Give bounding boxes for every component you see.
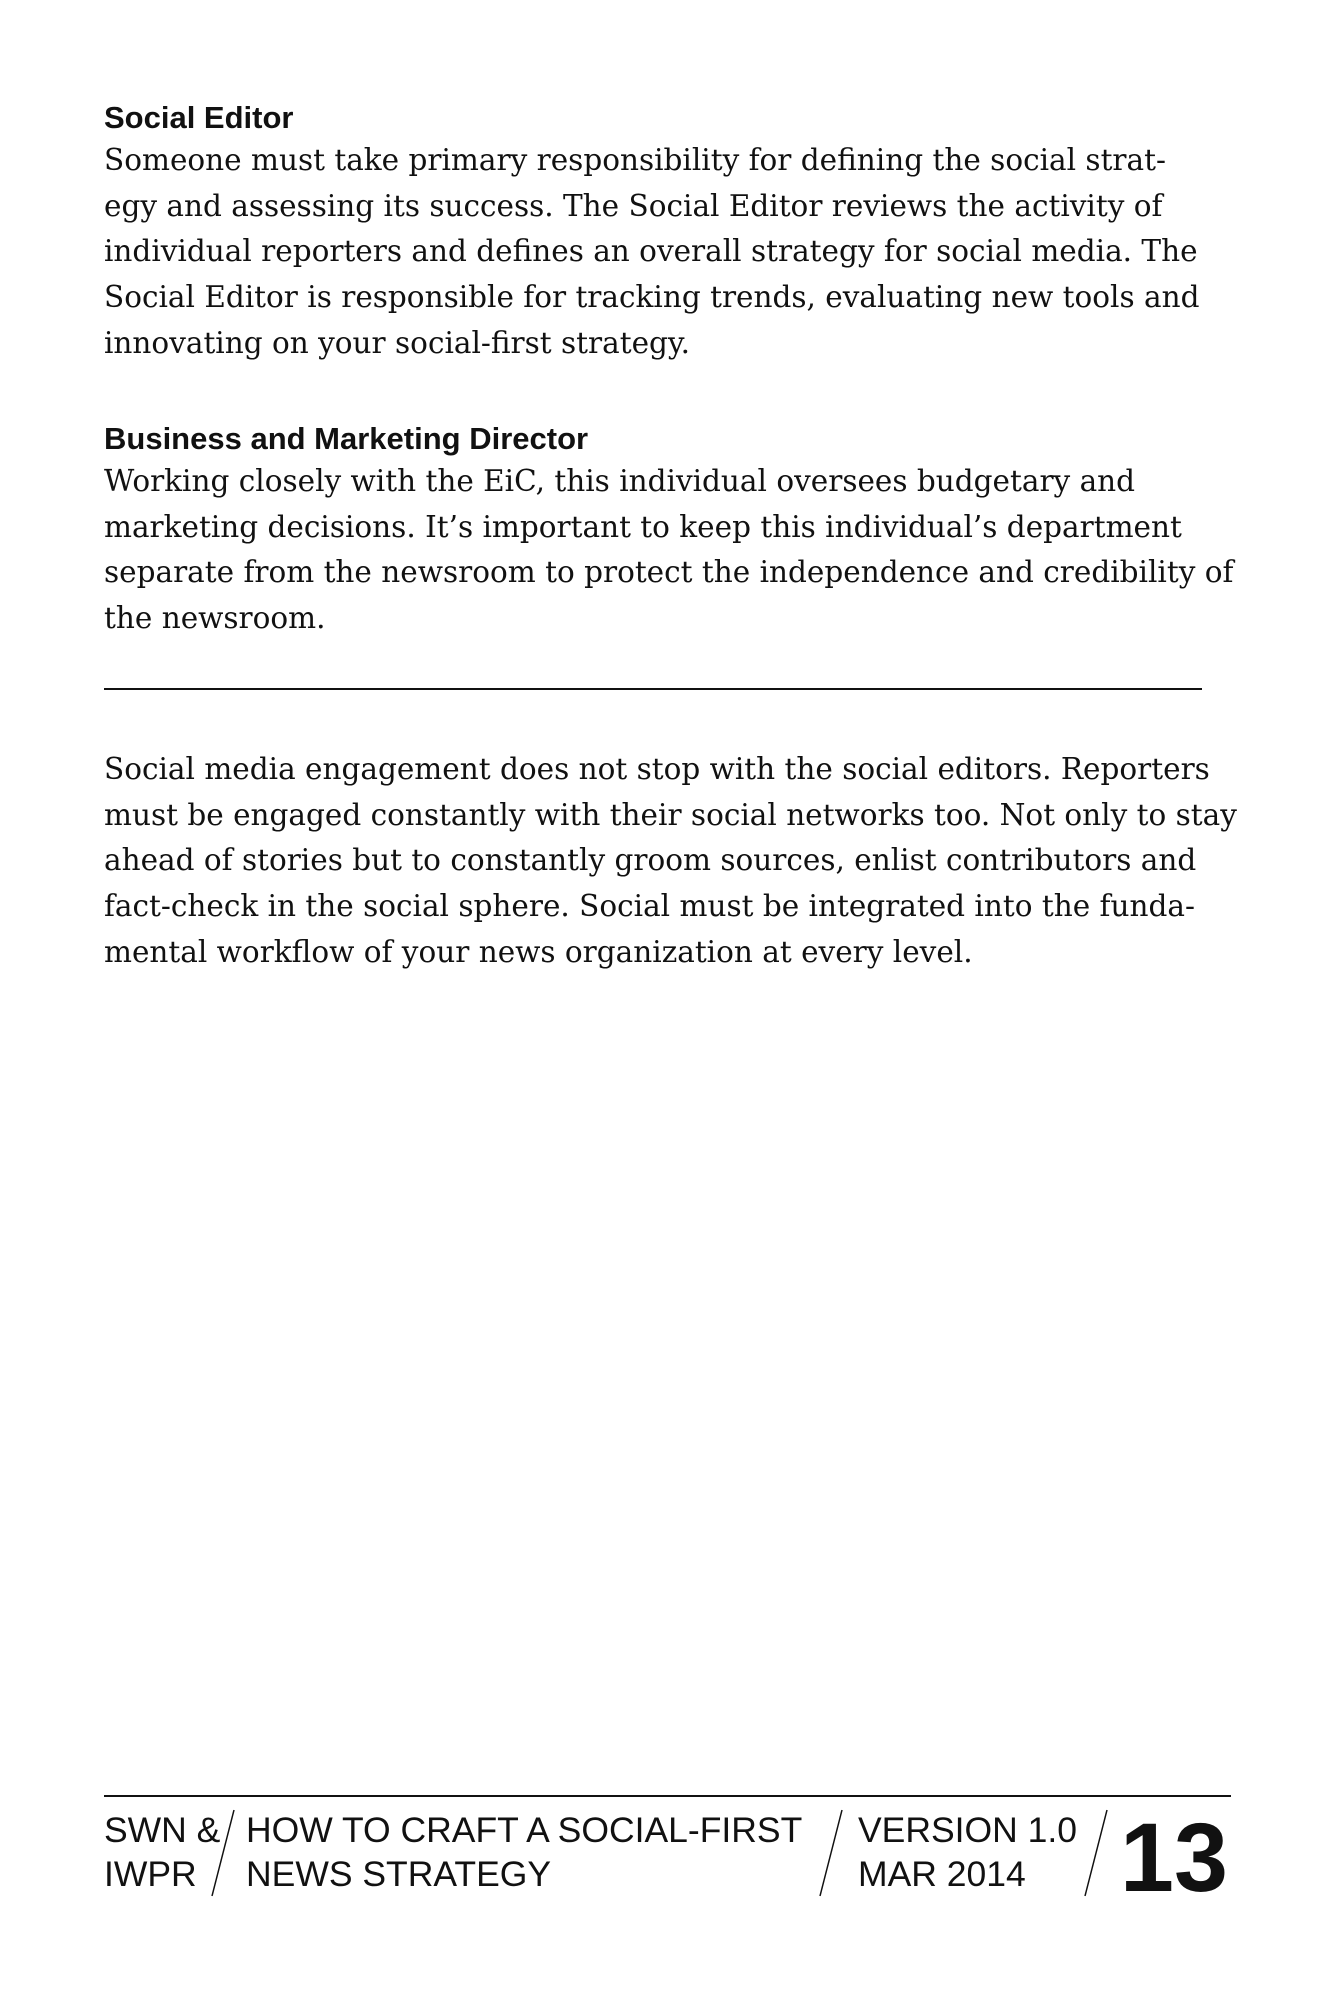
body-line: separate from the newsroom to protect the independence and credibility of [104, 555, 1234, 590]
body-line: Working closely with the EiC, this individual oversees budgetary and [104, 464, 1136, 498]
body-line: mental workflow of your news organization at every level. [104, 934, 973, 969]
body-line: Social media engagement does not stop with the social editors. Reporters [104, 752, 1210, 786]
page-number: 13 [1120, 1803, 1228, 1912]
closing-paragraph [104, 747, 1237, 976]
body-line: individual reporters and defines an overall strategy for social media. The [104, 234, 1198, 269]
footer-title-line-1: HOW TO CRAFT A SOCIAL-FIRST [246, 1810, 803, 1850]
footer-slash-divider [1083, 1808, 1109, 1898]
body-line: Someone must take primary responsibility for defining the social strat- [104, 143, 1166, 177]
body-line: must be engaged constantly with their social networks too. Not only to stay [104, 797, 1237, 832]
section-divider [104, 688, 1202, 690]
section-social-editor [104, 98, 1234, 367]
body-line: marketing decisions. It’s important to keep this individual’s department [104, 509, 1182, 544]
footer-divider [104, 1795, 1231, 1797]
section-heading: Social Editor [104, 100, 294, 135]
section-business-marketing-director [104, 419, 1234, 642]
footer-org-line-2: IWPR [104, 1854, 197, 1894]
footer-version-line-2: MAR 2014 [858, 1854, 1026, 1894]
footer-version-line-1: VERSION 1.0 [858, 1810, 1077, 1850]
body-line: fact-check in the social sphere. Social must be integrated into the funda- [104, 889, 1195, 924]
footer-title-line-2: NEWS STRATEGY [246, 1854, 552, 1894]
footer-slash-divider [210, 1808, 236, 1898]
body-line: ahead of stories but to constantly groom sources, enlist contributors and [104, 843, 1197, 878]
footer-slash-divider [818, 1808, 844, 1898]
body-line: Social Editor is responsible for tracking trends, evaluating new tools and [104, 280, 1200, 315]
body-line: innovating on your social-first strategy. [104, 325, 691, 360]
body-line: egy and assessing its success. The Social Editor reviews the activity of [104, 188, 1163, 223]
section-heading: Business and Marketing Director [104, 421, 589, 456]
body-line: the newsroom. [104, 601, 326, 636]
footer-org-line-1: SWN & [104, 1810, 221, 1850]
